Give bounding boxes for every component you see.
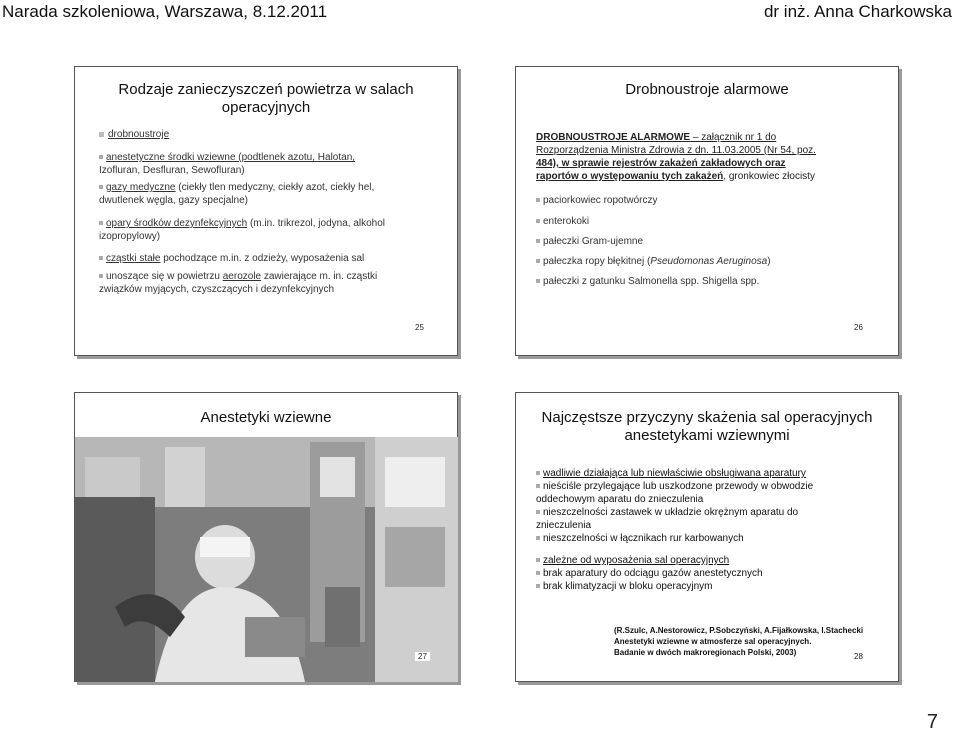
bullet-anesthetics: anestetyczne środki wziewne (podtlenek azotu, Halotan, Izofluran, Desfluran, Sewofluran) xyxy=(99,152,356,176)
slide-25-title: Rodzaje zanieczyszczeń powietrza w salach operacyjnych xyxy=(118,81,414,116)
cause-item: wadliwie działająca lub niewłaściwie obsługiwana aparatury xyxy=(536,467,813,480)
bullet-disinfectant-vapors: opary środków dezynfekcyjnych (m.in. trikrezol, jodyna, alkohol izopropylowy) xyxy=(99,218,386,242)
cause-item: brak klimatyzacji w bloku operacyjnym xyxy=(536,580,813,593)
microbe-item: enterokoki xyxy=(536,215,589,228)
cause-item: zależne od wyposażenia sal operacyjnych xyxy=(536,554,813,567)
slide-27 xyxy=(74,392,458,682)
slide-25 xyxy=(74,66,458,356)
cause-item: brak aparatury do odciągu gazów anestetycznych xyxy=(536,567,813,580)
bullet-microorganisms: drobnoustroje xyxy=(99,128,169,141)
slide-28-title: Najczęstsze przyczyny skażenia sal operacyjnych anestetykami wziewnymi xyxy=(541,409,873,444)
slide-25-page-number: 25 xyxy=(415,323,424,332)
causes-list xyxy=(536,467,813,593)
slide-26-title: Drobnoustroje alarmowe xyxy=(625,81,789,98)
alarm-microbes-definition: DROBNOUSTROJE ALARMOWE – załącznik nr 1 do Rozporządzenia Ministra Zdrowia z dn. 11.03.2005 (Nr 54, poz. 484), w sprawie rejestrów zakażeń zakładowych oraz raportów o występowaniu tych zakażeń, gronkowiec złocisty xyxy=(536,132,816,182)
operating-room-photo xyxy=(75,437,458,682)
slide-28-page-number: 28 xyxy=(854,652,863,661)
microbe-item: pałeczki Gram-ujemne xyxy=(536,235,643,248)
bullet-medical-gases: gazy medyczne (ciekły tlen medyczny, ciekły azot, ciekły hel, dwutlenek węgla, gazy specjalne) xyxy=(99,182,375,206)
cause-item: nieszczelności zastawek w układzie okrężnym aparatu do znieczulenia xyxy=(536,507,799,531)
bullet-solid-particles: cząstki stałe pochodzące m.in. z odzieży, wyposażenia sal xyxy=(99,252,364,265)
microbe-item: pałeczki z gatunku Salmonella spp. Shigella spp. xyxy=(536,275,759,288)
anesthesiologist-image xyxy=(75,437,458,682)
slide-28 xyxy=(515,392,899,682)
reference-citation: (R.Szulc, A.Nestorowicz, P.Sobczyński, A.Fijałkowska, I.Stachecki Anestetyki wziewne w atmosferze sal operacyjnych. Badanie w dwóch makroregionach Polski, 2003) xyxy=(614,626,864,657)
cause-item: nieściśle przylegające lub uszkodzone przewody w obwodzie oddechowym aparatu do znieczulenia xyxy=(536,481,814,505)
page-number: 7 xyxy=(926,711,938,733)
header-right: dr inż. Anna Charkowska xyxy=(763,2,952,21)
slide-26-page-number: 26 xyxy=(854,323,863,332)
microbe-item: paciorkowiec ropotwórczy xyxy=(536,194,658,207)
cause-item: nieszczelności w łącznikach rur karbowanych xyxy=(536,532,813,545)
slide-27-title: Anestetyki wziewne xyxy=(200,409,332,426)
slide-27-page-number: 27 xyxy=(415,652,430,661)
microbe-item: pałeczka ropy błękitnej (Pseudomonas Aeruginosa) xyxy=(536,255,771,268)
bullet-aerosols: unoszące się w powietrzu aerozole zawierające m. in. cząstki związków myjących, czyszczących i dezynfekcyjnych xyxy=(99,271,378,295)
slide-26 xyxy=(515,66,899,356)
header-left: Narada szkoleniowa, Warszawa, 8.12.2011 xyxy=(2,2,328,21)
